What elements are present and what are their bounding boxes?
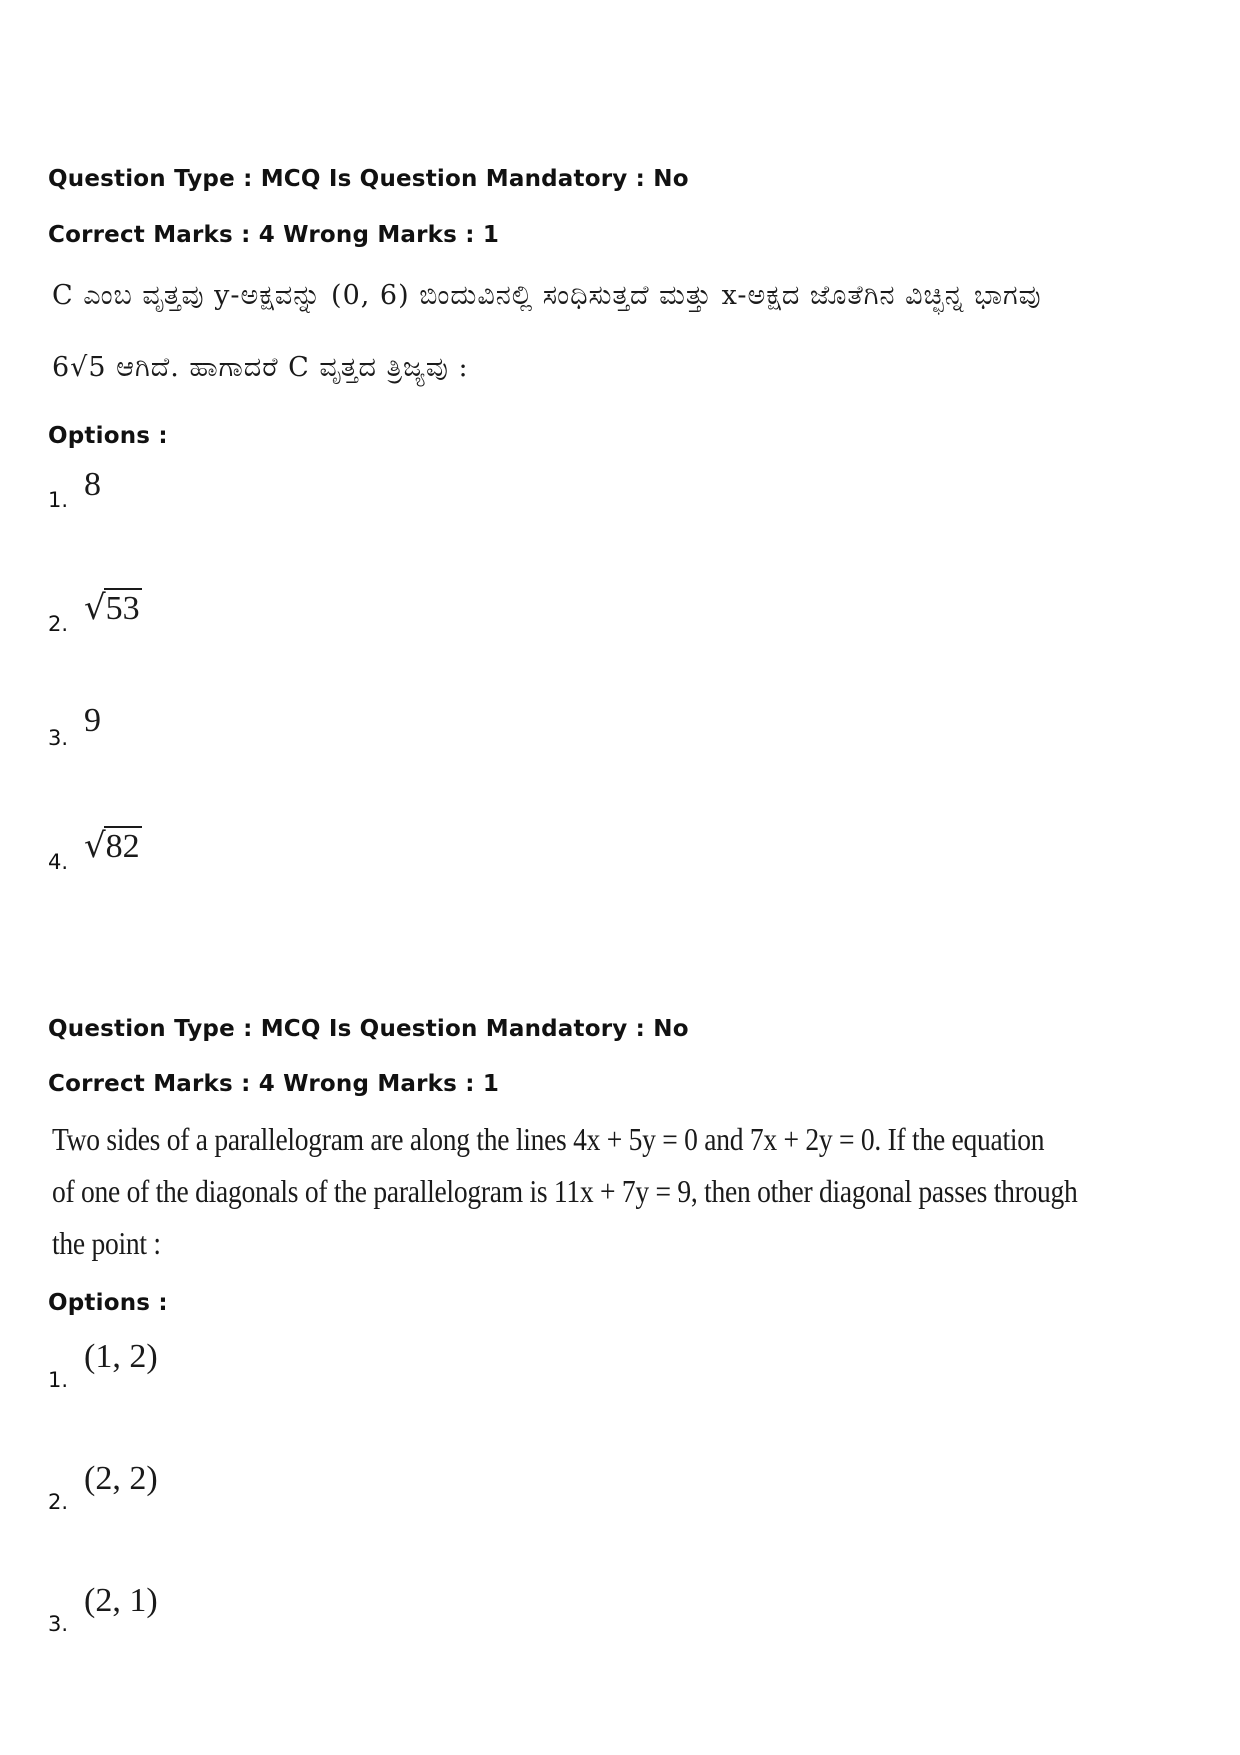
options-label: Options : [48, 423, 168, 449]
square-root [84, 588, 142, 628]
option-number: 2. [48, 612, 69, 636]
option-number: 1. [48, 1368, 69, 1392]
question-type-line: Question Type : MCQ Is Question Mandatory : No [48, 166, 689, 192]
question-text-line: of one of the diagonals of the parallelogram is 11x + 7y = 9, then other diagonal passes through [52, 1173, 1078, 1209]
option-number: 1. [48, 488, 69, 512]
option-value-text: (1, 2) [84, 1338, 158, 1375]
option-value [84, 826, 142, 866]
option-value-text: (2, 1) [84, 1582, 158, 1619]
radicand: 53 [105, 590, 140, 627]
option-value-text: (2, 2) [84, 1460, 158, 1497]
option-number: 2. [48, 1490, 69, 1514]
square-root [84, 826, 142, 866]
option-value [84, 1338, 158, 1376]
option-value [84, 702, 101, 740]
option-value [84, 1582, 158, 1620]
radical-sign-icon: √ [84, 588, 106, 628]
question-type-line: Question Type : MCQ Is Question Mandatory : No [48, 1016, 689, 1042]
radical-sign-icon: √ [84, 826, 106, 866]
question-text-line: C ಎಂಬ ವೃತ್ತವು y-ಅಕ್ಷವನ್ನು (0, 6) ಬಿಂದುವಿನಲ್ಲಿ ಸಂಧಿಸುತ್ತದೆ ಮತ್ತು x-ಅಕ್ಷದ ಜೊತೆಗಿನ ವಿಚ್ಛಿನ್ನ ಭಾಗವು [52, 280, 1042, 311]
option-value [84, 588, 142, 628]
option-value [84, 1460, 158, 1498]
option-number: 3. [48, 1612, 69, 1636]
option-value-text: 9 [84, 702, 101, 739]
option-value [84, 466, 101, 504]
radicand: 82 [105, 828, 140, 865]
marks-line: Correct Marks : 4 Wrong Marks : 1 [48, 1071, 500, 1097]
option-number: 4. [48, 850, 69, 874]
options-label: Options : [48, 1290, 168, 1316]
question-text-line: 6√5 ಆಗಿದೆ. ಹಾಗಾದರೆ C ವೃತ್ತದ ತ್ರಿಜ್ಯವು : [52, 352, 469, 383]
question-text-line: the point : [52, 1225, 161, 1261]
marks-line: Correct Marks : 4 Wrong Marks : 1 [48, 222, 500, 248]
question-text-line: Two sides of a parallelogram are along the lines 4x + 5y = 0 and 7x + 2y = 0. If the equation [52, 1121, 1045, 1157]
option-number: 3. [48, 726, 69, 750]
option-value-text: 8 [84, 466, 101, 503]
